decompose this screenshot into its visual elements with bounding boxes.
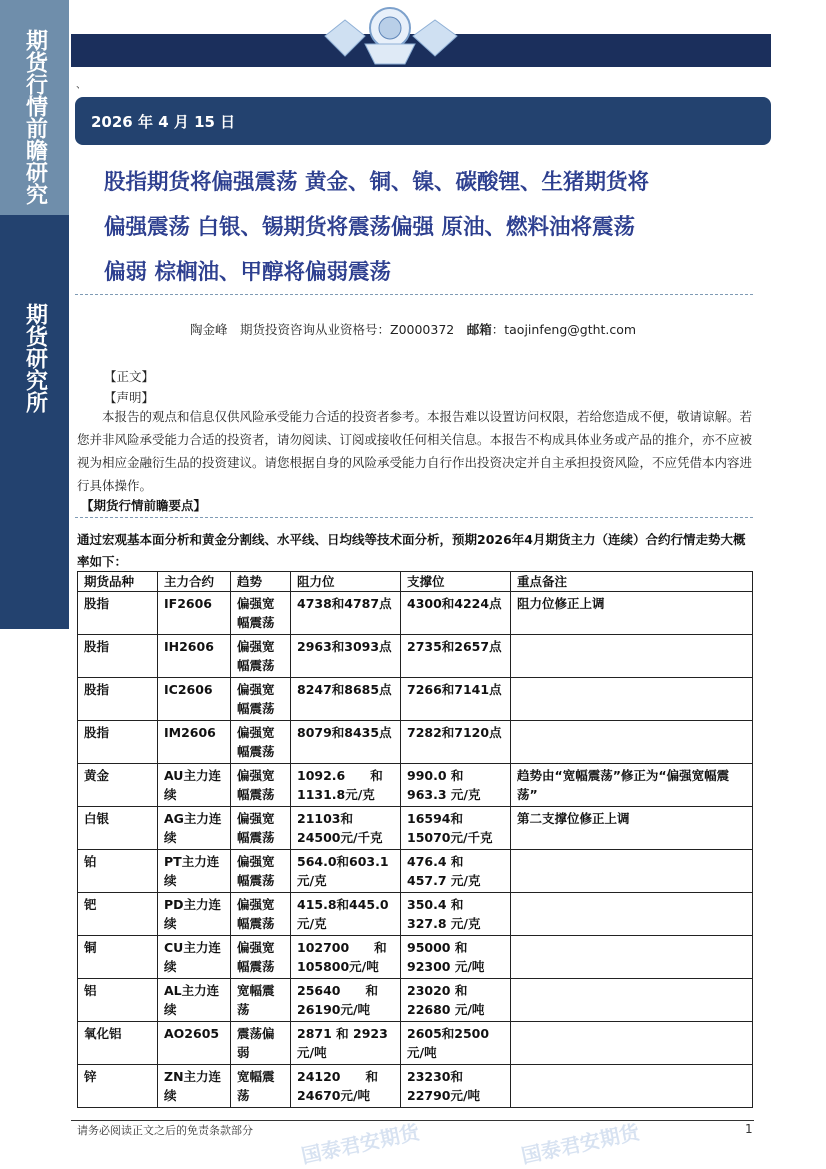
cell-notes: 趋势由“宽幅震荡”修正为“偏强宽幅震荡” bbox=[511, 764, 753, 807]
cell-variety: 股指 bbox=[78, 678, 158, 721]
cell-resistance: 25640 和 26190元/吨 bbox=[291, 979, 401, 1022]
header-resistance: 阻力位 bbox=[291, 572, 401, 592]
cell-trend: 偏强宽幅震荡 bbox=[231, 893, 291, 936]
cell-notes bbox=[511, 678, 753, 721]
cell-support: 23020 和 22680 元/吨 bbox=[401, 979, 511, 1022]
cell-trend: 偏强宽幅震荡 bbox=[231, 678, 291, 721]
table-row bbox=[78, 936, 753, 979]
report-date: 2026 年 4 月 15 日 bbox=[91, 113, 236, 131]
author-line bbox=[190, 320, 750, 338]
divider bbox=[75, 517, 753, 518]
cell-contract: CU主力连续 bbox=[158, 936, 231, 979]
sidebar-title-top: 期货行情前瞻研究 bbox=[22, 29, 48, 205]
cell-contract: AG主力连续 bbox=[158, 807, 231, 850]
cell-contract: AL主力连续 bbox=[158, 979, 231, 1022]
cell-notes: 阻力位修正上调 bbox=[511, 592, 753, 635]
cell-notes bbox=[511, 1022, 753, 1065]
cell-contract: IF2606 bbox=[158, 592, 231, 635]
cell-notes bbox=[511, 979, 753, 1022]
cell-notes bbox=[511, 936, 753, 979]
cell-trend: 偏强宽幅震荡 bbox=[231, 807, 291, 850]
cell-resistance: 1092.6 和 1131.8元/克 bbox=[291, 764, 401, 807]
cell-contract: AO2605 bbox=[158, 1022, 231, 1065]
cell-variety: 铜 bbox=[78, 936, 158, 979]
cell-support: 2605和2500元/吨 bbox=[401, 1022, 511, 1065]
cell-resistance: 2963和3093点 bbox=[291, 635, 401, 678]
cell-trend: 偏强宽幅震荡 bbox=[231, 592, 291, 635]
cell-resistance: 21103和24500元/千克 bbox=[291, 807, 401, 850]
table-header-row bbox=[78, 572, 753, 592]
cell-resistance: 2871 和 2923 元/吨 bbox=[291, 1022, 401, 1065]
cell-support: 7266和7141点 bbox=[401, 678, 511, 721]
cell-trend: 偏强宽幅震荡 bbox=[231, 635, 291, 678]
footer-note: 请务必阅读正文之后的免责条款部分 bbox=[77, 1124, 253, 1137]
header-trend: 趋势 bbox=[231, 572, 291, 592]
table-row bbox=[78, 807, 753, 850]
title-line-3: 偏弱 棕榈油、甲醇将偏弱震荡 bbox=[104, 260, 391, 285]
forecast-intro: 通过宏观基本面分析和黄金分割线、水平线、日均线等技术面分析，预期2026年4月期货主力（连续）合约行情走势大概率如下： bbox=[77, 532, 746, 569]
highlights-heading: 【期货行情前瞻要点】 bbox=[81, 498, 207, 513]
cell-variety: 锌 bbox=[78, 1065, 158, 1108]
cell-support: 7282和7120点 bbox=[401, 721, 511, 764]
title-line-2: 偏强震荡 白银、锡期货将震荡偏强 原油、燃料油将震荡 bbox=[104, 215, 635, 240]
email-label: 邮箱 bbox=[466, 322, 492, 337]
table-row bbox=[78, 635, 753, 678]
cell-contract: IM2606 bbox=[158, 721, 231, 764]
table-row bbox=[78, 893, 753, 936]
cell-variety: 股指 bbox=[78, 721, 158, 764]
table-row bbox=[78, 1065, 753, 1108]
cell-support: 95000 和 92300 元/吨 bbox=[401, 936, 511, 979]
sidebar-title-bottom: 期货研究所 bbox=[22, 302, 48, 413]
header-support: 支撑位 bbox=[401, 572, 511, 592]
table-row bbox=[78, 678, 753, 721]
cell-trend: 偏强宽幅震荡 bbox=[231, 850, 291, 893]
table-row bbox=[78, 592, 753, 635]
cell-contract: IC2606 bbox=[158, 678, 231, 721]
cell-notes bbox=[511, 1065, 753, 1108]
cell-variety: 股指 bbox=[78, 592, 158, 635]
title-line-1: 股指期货将偏强震荡 黄金、铜、镍、碳酸锂、生猪期货将 bbox=[104, 170, 649, 195]
date-banner bbox=[75, 97, 771, 145]
cell-resistance: 8079和8435点 bbox=[291, 721, 401, 764]
cell-notes: 第二支撑位修正上调 bbox=[511, 807, 753, 850]
cell-variety: 钯 bbox=[78, 893, 158, 936]
cell-trend: 宽幅震荡 bbox=[231, 979, 291, 1022]
cell-variety: 黄金 bbox=[78, 764, 158, 807]
cell-notes bbox=[511, 635, 753, 678]
header-notes: 重点备注 bbox=[511, 572, 753, 592]
section-disclaimer: 【声明】 bbox=[104, 390, 155, 405]
section-main: 【正文】 bbox=[104, 369, 155, 384]
sidebar-bottom-panel bbox=[0, 215, 69, 629]
watermark: 国泰君安期货 bbox=[519, 1119, 642, 1169]
cell-variety: 股指 bbox=[78, 635, 158, 678]
header-mark: 、 bbox=[76, 80, 86, 91]
cell-resistance: 102700 和 105800元/吨 bbox=[291, 936, 401, 979]
table-row bbox=[78, 721, 753, 764]
cell-trend: 震荡偏弱 bbox=[231, 1022, 291, 1065]
cell-support: 16594和15070元/千克 bbox=[401, 807, 511, 850]
cell-support: 23230和22790元/吨 bbox=[401, 1065, 511, 1108]
cell-variety: 铝 bbox=[78, 979, 158, 1022]
cell-trend: 偏强宽幅震荡 bbox=[231, 721, 291, 764]
header-variety: 期货品种 bbox=[78, 572, 158, 592]
cell-support: 4300和4224点 bbox=[401, 592, 511, 635]
table-row bbox=[78, 764, 753, 807]
diamond-logo-icon bbox=[315, 6, 465, 68]
cell-support: 990.0 和 963.3 元/克 bbox=[401, 764, 511, 807]
cell-resistance: 4738和4787点 bbox=[291, 592, 401, 635]
author-name-cert: 陶金峰 期货投资咨询从业资格号：Z0000372 bbox=[190, 322, 467, 337]
cell-variety: 氧化铝 bbox=[78, 1022, 158, 1065]
watermark: 国泰君安期货 bbox=[299, 1119, 422, 1169]
cell-notes bbox=[511, 721, 753, 764]
divider bbox=[75, 294, 753, 295]
cell-contract: ZN主力连续 bbox=[158, 1065, 231, 1108]
cell-resistance: 24120 和 24670元/吨 bbox=[291, 1065, 401, 1108]
cell-variety: 铂 bbox=[78, 850, 158, 893]
cell-trend: 宽幅震荡 bbox=[231, 1065, 291, 1108]
table-row bbox=[78, 1022, 753, 1065]
cell-trend: 偏强宽幅震荡 bbox=[231, 936, 291, 979]
cell-contract: IH2606 bbox=[158, 635, 231, 678]
page-number: 1 bbox=[745, 1122, 753, 1136]
author-email[interactable]: ：taojinfeng@gtht.com bbox=[491, 322, 637, 337]
header-contract: 主力合约 bbox=[158, 572, 231, 592]
forecast-table bbox=[77, 571, 753, 1108]
cell-support: 2735和2657点 bbox=[401, 635, 511, 678]
cell-support: 476.4 和 457.7 元/克 bbox=[401, 850, 511, 893]
cell-contract: PD主力连续 bbox=[158, 893, 231, 936]
cell-trend: 偏强宽幅震荡 bbox=[231, 764, 291, 807]
cell-contract: PT主力连续 bbox=[158, 850, 231, 893]
cell-resistance: 415.8和445.0元/克 bbox=[291, 893, 401, 936]
cell-notes bbox=[511, 850, 753, 893]
cell-notes bbox=[511, 893, 753, 936]
cell-resistance: 8247和8685点 bbox=[291, 678, 401, 721]
cell-variety: 白银 bbox=[78, 807, 158, 850]
report-title bbox=[104, 160, 754, 295]
cell-support: 350.4 和 327.8 元/克 bbox=[401, 893, 511, 936]
cell-resistance: 564.0和603.1元/克 bbox=[291, 850, 401, 893]
disclaimer-text: 本报告的观点和信息仅供风险承受能力合适的投资者参考。本报告难以设置访问权限，若给您造成不便，敬请谅解。若您并非风险承受能力合适的投资者，请勿阅读、订阅或接收任何相关信息。本报告不构成具体业务或产品的推介，亦不应被视为相应金融衍生品的投资建议。请您根据自身的风险承受能力自行作出投资决定并自主承担投资风险，不应凭借本内容进行具体操作。 bbox=[77, 409, 753, 493]
table-row bbox=[78, 850, 753, 893]
cell-contract: AU主力连续 bbox=[158, 764, 231, 807]
table-row bbox=[78, 979, 753, 1022]
